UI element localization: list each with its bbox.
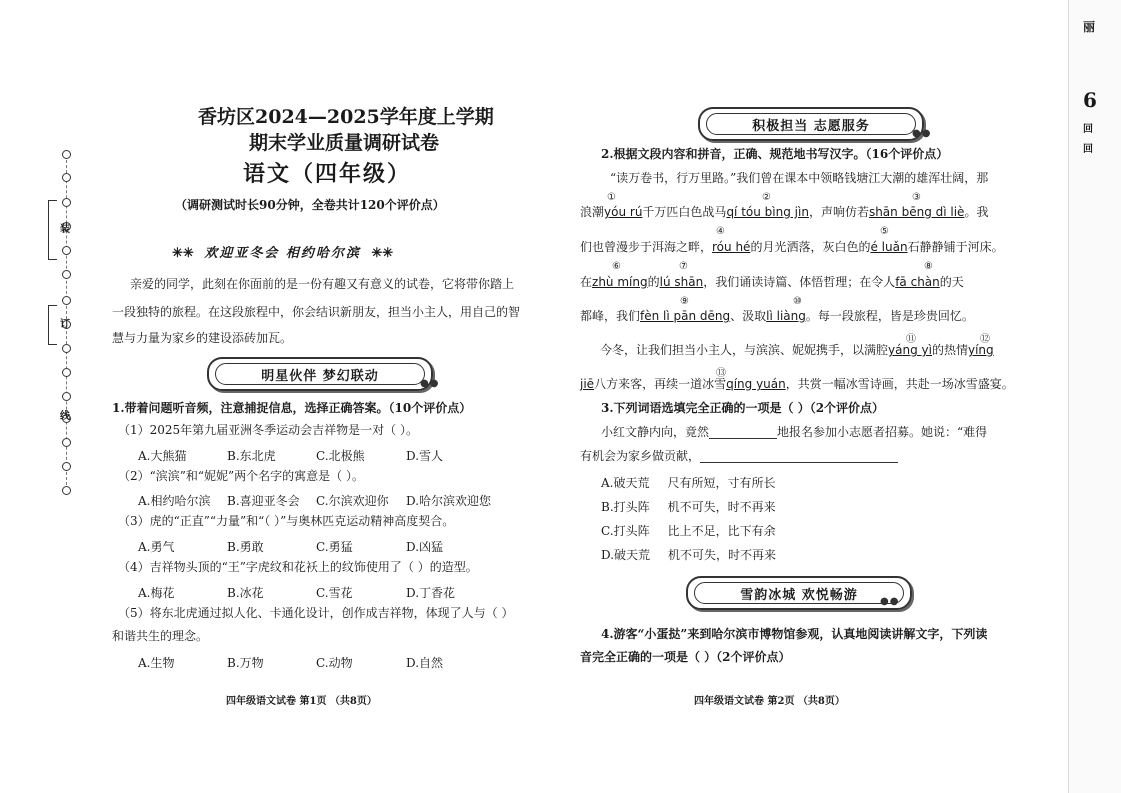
pinyin-blank[interactable]: fèn lì pān dēng <box>640 309 731 323</box>
q4-stem-line1: 4.游客“小蛋挞”来到哈尔滨市博物馆参观，认真地阅读讲解文字，下列读 <box>601 627 988 641</box>
q1-item1-stem: （1）2025年第九届亚洲冬季运动会吉祥物是一对（ ）。 <box>118 423 418 437</box>
marker-2: ② <box>762 192 771 203</box>
marker-5: ⑤ <box>880 226 889 237</box>
text-seg: 的天 <box>939 275 964 289</box>
option-text: 机不可失，时不再来 <box>668 548 777 562</box>
q1-item4-opt-a[interactable]: A.梅花 <box>138 586 175 600</box>
marker-6: ⑥ <box>612 261 621 272</box>
text-seg: 地报名参加小志愿者招募。她说：“难得 <box>777 425 988 439</box>
welcome-banner <box>172 242 393 261</box>
pinyin-blank[interactable]: shān bēng dì liè <box>868 205 965 219</box>
text-seg: 的 <box>647 275 660 289</box>
q3-option-b[interactable] <box>601 498 776 515</box>
next-page-edge <box>1068 0 1121 793</box>
text-seg: ，我们诵读诗篇、体悟哲理；在令人 <box>703 275 896 289</box>
binding-hole <box>62 246 71 255</box>
marker-13: ⑬ <box>716 368 726 379</box>
marker-4: ④ <box>716 226 725 237</box>
q3-blank-1[interactable] <box>709 426 777 439</box>
binding-label-xian: 线 <box>60 411 70 422</box>
intro-line2: 一段独特的旅程。在这段旅程中，你会结识新朋友，担当小主人，用自己的智 <box>112 305 521 319</box>
text-seg: 石静静铺于河床。 <box>907 240 1004 254</box>
q1-item2-opt-c[interactable]: C.尔滨欢迎你 <box>316 494 389 508</box>
edge-char-2: 6 <box>1083 88 1097 112</box>
text-seg: 八方来客，再续一道冰雪 <box>594 377 727 391</box>
q1-item5-opt-d[interactable]: D.自然 <box>406 656 444 670</box>
text-seg: 小红文静内向，竟然 <box>601 425 710 439</box>
option-text: 尺有所短，寸有所长 <box>667 476 776 490</box>
q1-item2-stem: （2）“滨滨”和“妮妮”两个名字的寓意是（ ）。 <box>118 469 364 483</box>
q1-item5-opt-a[interactable]: A.生物 <box>138 656 175 670</box>
q1-item4-stem: （4）吉祥物头顶的“王”字虎纹和花袄上的纹饰使用了（ ）的造型。 <box>118 560 478 574</box>
q2-para-line2 <box>580 206 988 219</box>
binding-hole <box>62 462 71 471</box>
text-seg: 。每一段旅程，皆是珍贵回忆。 <box>805 309 974 323</box>
edge-char-1: 丽 <box>1083 20 1096 34</box>
q1-item5-stem: （5）将东北虎通过拟人化、卡通化设计，创作成吉祥物，体现了人与（ ） <box>118 606 514 620</box>
q1-item5-opt-b[interactable]: B.万物 <box>227 656 264 670</box>
option-text: 比上不足，比下有余 <box>667 524 776 538</box>
pinyin-blank[interactable]: róu hé <box>712 240 751 254</box>
q4-stem-line2: 音完全正确的一项是（ ）（2个评价点） <box>580 650 791 664</box>
section-banner-icecity-text: 雪韵冰城 欢悦畅游 <box>740 587 858 603</box>
text-seg: 的月光洒落，灰白色的 <box>750 240 871 254</box>
intro-line3: 慧与力量为家乡的建设添砖加瓦。 <box>112 331 293 345</box>
q3-text-line2 <box>580 450 898 463</box>
q1-item1-opt-c[interactable]: C.北极熊 <box>316 449 365 463</box>
sparkle-left-icon: ✳✳ <box>172 246 194 261</box>
q2-para-line7 <box>580 378 1014 391</box>
q1-stem: 1.带着问题听音频，注意捕捉信息，选择正确答案。（10个评价点） <box>112 401 472 415</box>
q1-item5-stem2: 和谐共生的理念。 <box>112 629 209 643</box>
q2-stem: 2.根据文段内容和拼音，正确、规范地书写汉字。（16个评价点） <box>601 147 949 161</box>
exam-title-line1: 香坊区2024—2025学年度上学期 <box>198 106 494 128</box>
exam-subject: 语文（四年级） <box>243 161 412 187</box>
pinyin-blank[interactable]: zhù míng <box>592 275 648 289</box>
marker-1: ① <box>607 192 616 203</box>
q1-item1-opt-b[interactable]: B.东北虎 <box>227 449 276 463</box>
q1-item2-opt-d[interactable]: D.哈尔滨欢迎您 <box>406 494 492 508</box>
pinyin-blank[interactable]: qí tóu bìng jìn <box>726 205 809 219</box>
q3-option-d[interactable] <box>601 546 776 563</box>
binding-hole <box>62 438 71 447</box>
q1-item5-opt-c[interactable]: C.动物 <box>316 656 353 670</box>
binding-hole <box>62 392 71 401</box>
footer-page2: 四年级语文试卷 第2页 （共8页） <box>694 696 845 707</box>
pinyin-blank[interactable]: fā chàn <box>895 275 940 289</box>
q3-blank-2[interactable] <box>700 450 898 463</box>
pinyin-blank[interactable]: lú shān <box>659 275 704 289</box>
binding-bracket-top <box>48 200 57 260</box>
text-seg: 、汲取 <box>730 309 767 323</box>
q1-item3-opt-d[interactable]: D.凶猛 <box>406 540 444 554</box>
binding-hole <box>62 344 71 353</box>
text-seg: 们也曾漫步于洱海之畔， <box>580 240 713 254</box>
q1-item2-opt-a[interactable]: A.相约哈尔滨 <box>138 494 211 508</box>
binding-label-zhuang: 装 <box>60 224 70 235</box>
pinyin-blank[interactable]: jiē <box>580 377 595 391</box>
binding-hole <box>62 368 71 377</box>
binding-hole <box>62 173 71 182</box>
binding-hole <box>62 486 71 495</box>
sparkle-right-icon: ✳✳ <box>371 246 394 261</box>
q2-para-line4 <box>580 276 964 289</box>
pinyin-blank[interactable]: yáng yì <box>888 343 932 357</box>
pinyin-blank[interactable]: é luǎn <box>870 240 908 254</box>
text-seg: 今冬，让我们担当小主人，与滨滨、妮妮携手，以满腔 <box>600 343 889 357</box>
pinyin-blank[interactable]: yóu rú <box>604 205 643 219</box>
binding-label-ding: 订 <box>60 319 70 330</box>
q1-item3-opt-a[interactable]: A.勇气 <box>138 540 175 554</box>
text-seg: 。我 <box>964 205 989 219</box>
q2-para-line1: “读万卷书，行万里路。”我们曾在课本中领略钱塘江大潮的雄浑壮阔，那 <box>610 171 989 185</box>
marker-12: ⑫ <box>980 334 990 345</box>
marker-7: ⑦ <box>679 261 688 272</box>
option-letter: D.破天荒 <box>601 548 651 562</box>
q3-stem: 3.下列词语选填完全正确的一项是（ ）（2个评价点） <box>601 401 885 415</box>
text-seg: 有机会为家乡做贡献， <box>580 449 701 463</box>
q1-item4-opt-c[interactable]: C.雪花 <box>316 586 353 600</box>
text-seg: 都峰，我们 <box>580 309 641 323</box>
pinyin-blank[interactable]: qíng yuán <box>726 377 786 391</box>
option-letter: C.打头阵 <box>601 524 650 538</box>
binding-hole <box>62 296 71 305</box>
marker-3: ③ <box>912 192 921 203</box>
q1-item2-opt-b[interactable]: B.喜迎亚冬会 <box>227 494 300 508</box>
section-banner-mascot-text: 明星伙伴 梦幻联动 <box>261 368 379 384</box>
q3-text-line1 <box>601 426 987 439</box>
binding-hole <box>62 198 71 207</box>
q1-item1-opt-a[interactable]: A.大熊猫 <box>138 449 187 463</box>
exam-note: （调研测试时长90分钟，全卷共计120个评价点） <box>175 198 445 212</box>
binding-hole <box>62 150 71 159</box>
option-letter: B.打头阵 <box>601 500 650 514</box>
text-seg: 浪潮 <box>580 205 605 219</box>
marker-9: ⑨ <box>680 296 689 307</box>
q2-para-line5 <box>580 310 974 323</box>
q2-para-line3 <box>580 241 1004 254</box>
edge-char-4: 回 <box>1083 144 1093 155</box>
text-seg: ，共赏一幅冰雪诗画，共赴一场冰雪盛宴。 <box>785 377 1014 391</box>
text-seg: 在 <box>580 275 593 289</box>
marker-11: ⑪ <box>906 334 916 345</box>
q1-item1-opt-d[interactable]: D.雪人 <box>406 449 444 463</box>
banner-dots-icon: ●● <box>912 128 932 139</box>
section-banner-icecity <box>686 576 912 610</box>
binding-bracket-middle <box>48 305 57 345</box>
section-banner-mascot <box>207 357 433 391</box>
banner-dots-icon: ●● <box>880 596 900 607</box>
q1-item3-opt-b[interactable]: B.勇敢 <box>227 540 264 554</box>
pinyin-blank[interactable]: yíng <box>967 343 994 357</box>
q2-para-line6 <box>600 344 994 357</box>
welcome-text: 欢迎亚冬会 相约哈尔滨 <box>204 246 361 261</box>
text-seg: 的热情 <box>931 343 968 357</box>
marker-10: ⑩ <box>793 296 802 307</box>
option-text: 机不可失，时不再来 <box>667 500 776 514</box>
q3-option-a[interactable] <box>601 474 776 491</box>
binding-hole <box>62 270 71 279</box>
q1-item4-opt-b[interactable]: B.冰花 <box>227 586 264 600</box>
option-letter: A.破天荒 <box>601 476 650 490</box>
exam-title-line2: 期末学业质量调研试卷 <box>249 132 440 154</box>
banner-dots-icon: ●● <box>420 378 440 389</box>
marker-8: ⑧ <box>924 261 933 272</box>
text-seg: ，声响仿若 <box>808 205 869 219</box>
section-banner-volunteer-text: 积极担当 志愿服务 <box>752 118 870 134</box>
q1-item4-opt-d[interactable]: D.丁香花 <box>406 586 456 600</box>
q1-item3-opt-c[interactable]: C.勇猛 <box>316 540 353 554</box>
q1-item3-stem: （3）虎的“正直”“力量”和“（ ）”与奥林匹克运动精神高度契合。 <box>118 514 455 528</box>
footer-page1: 四年级语文试卷 第1页 （共8页） <box>226 696 377 707</box>
q3-option-c[interactable] <box>601 522 776 539</box>
pinyin-blank[interactable]: lì liàng <box>766 309 806 323</box>
edge-char-3: 回 <box>1083 124 1093 135</box>
intro-line1: 亲爱的同学，此刻在你面前的是一份有趣又有意义的试卷，它将带你踏上 <box>130 277 515 291</box>
section-banner-volunteer <box>698 107 924 141</box>
text-seg: 千万匹白色战马 <box>642 205 727 219</box>
